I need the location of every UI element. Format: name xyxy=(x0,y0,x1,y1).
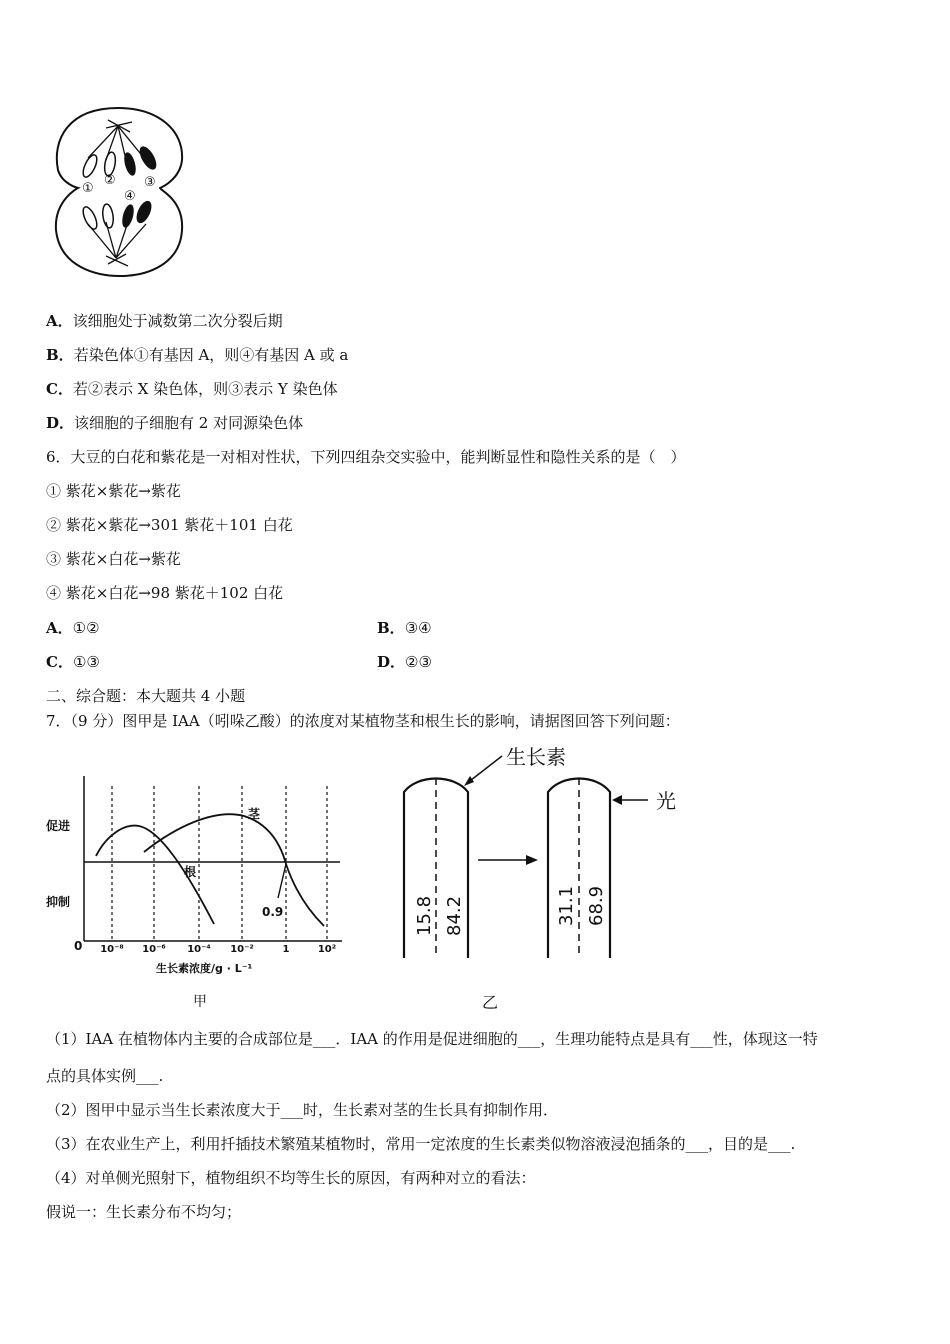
y-label-inhibit: 抑制 xyxy=(46,895,71,909)
auxin-label: 生长素 xyxy=(506,745,566,769)
q7-sub-4: （4）对单侧光照射下，植物组织不均等生长的原因，有两种对立的看法： xyxy=(46,1169,536,1187)
tick-5: 1 xyxy=(282,944,290,955)
marker-line xyxy=(278,864,286,898)
label-1: ① xyxy=(82,181,94,196)
q6-option-c: C．①③ xyxy=(46,653,100,671)
q6-option-b: B．③④ xyxy=(377,619,432,637)
gridlines xyxy=(112,786,327,941)
q7-sub-3: （3）在农业生产上，利用扦插技术繁殖某植物时，常用一定浓度的生长素类似物溶液浸泡插条的___，目的是___. xyxy=(46,1135,796,1153)
label-2: ② xyxy=(104,173,116,188)
stem-label: 茎 xyxy=(248,807,261,821)
q7-hypothesis-1: 假说一：生长素分布不均匀； xyxy=(46,1203,242,1221)
q6-stem: 6．大豆的白花和紫花是一对相对性状，下列四组杂交实验中，能判断显性和隐性关系的是（ ） xyxy=(46,448,686,466)
spindle-top xyxy=(88,120,144,160)
q7-stem: 7．（9 分）图甲是 IAA（吲哚乙酸）的浓度对某植物茎和根生长的影响，请据图回答下列问题： xyxy=(46,712,680,730)
q6-cross-2: ② 紫花×紫花→301 紫花＋101 白花 xyxy=(46,516,293,534)
q6-option-a: A．①② xyxy=(46,619,100,637)
spindle-bottom xyxy=(88,222,146,266)
chromosomes-top xyxy=(80,144,159,179)
cell-division-figure xyxy=(48,100,188,280)
q6-option-d: D．②③ xyxy=(377,653,432,671)
q7-sub-2: （2）图甲中显示当生长素浓度大于___时，生长素对茎的生长具有抑制作用． xyxy=(46,1101,559,1119)
stem-curve xyxy=(144,814,324,926)
q6-cross-4: ④ 紫花×白花→98 紫花＋102 白花 xyxy=(46,584,284,602)
q5-option-b: B．若染色体①有基因 A，则④有基因 A 或 a xyxy=(46,346,349,364)
q6-cross-3: ③ 紫花×白花→紫花 xyxy=(46,550,181,568)
chromosome-labels xyxy=(82,173,156,204)
q5-option-a: A．该细胞处于减数第二次分裂后期 xyxy=(46,312,283,330)
y-label-promote: 促进 xyxy=(46,819,71,833)
value-left-before: 15.8 xyxy=(414,895,435,936)
x-axis-label: 生长素浓度/g · L⁻¹ xyxy=(156,962,253,975)
origin-label: 0 xyxy=(74,939,83,953)
figure-yi xyxy=(398,740,698,1016)
root-label: 根 xyxy=(184,865,197,879)
label-3: ③ xyxy=(144,175,156,190)
figure-jia xyxy=(44,768,344,1014)
section-heading: 二、综合题：本大题共 4 小题 xyxy=(46,687,246,705)
q5-option-d: D．该细胞的子细胞有 2 对同源染色体 xyxy=(46,414,304,432)
label-4: ④ xyxy=(124,189,136,204)
marker-value: 0.9 xyxy=(262,905,284,919)
q7-sub-1: （1）IAA 在植物体内主要的合成部位是___．IAA 的作用是促进细胞的___，生理功能特点是具有___性，体现这一特 xyxy=(46,1030,818,1048)
tick-3: 10⁻⁴ xyxy=(187,944,211,955)
q5-option-c: C．若②表示 X 染色体，则③表示 Y 染色体 xyxy=(46,380,338,398)
value-right-after: 68.9 xyxy=(586,885,607,926)
tick-6: 10² xyxy=(317,944,337,955)
caption-yi: 乙 xyxy=(481,993,499,1012)
light-label: 光 xyxy=(656,789,676,813)
q7-sub-1-cont: 点的具体实例___. xyxy=(46,1067,164,1085)
value-left-after: 31.1 xyxy=(556,885,577,926)
tick-2: 10⁻⁶ xyxy=(142,944,166,955)
value-right-before: 84.2 xyxy=(444,895,465,936)
root-curve xyxy=(96,826,214,924)
caption-jia: 甲 xyxy=(193,994,207,1010)
tick-1: 10⁻⁸ xyxy=(100,944,124,955)
tick-4: 10⁻² xyxy=(230,944,254,955)
q6-cross-1: ① 紫花×紫花→紫花 xyxy=(46,482,181,500)
